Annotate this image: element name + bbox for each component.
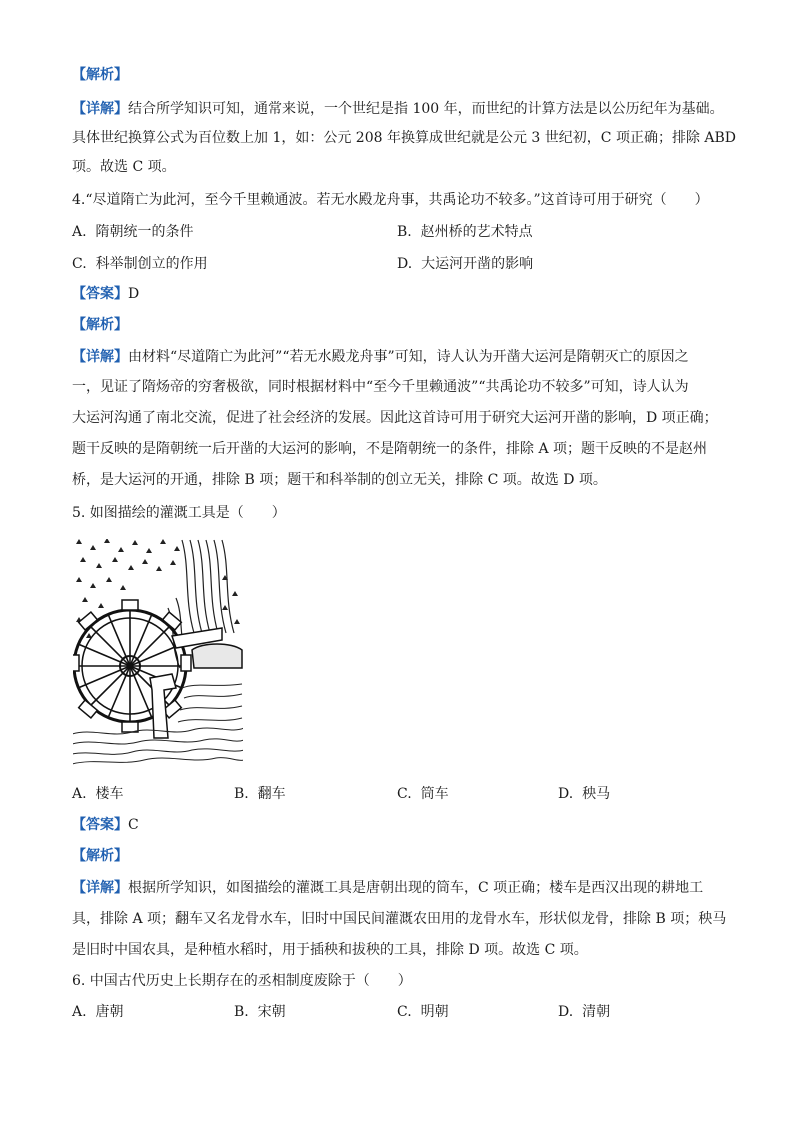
- detail-line: 具体世纪换算公式为百位数上加 1，如：公元 208 年换算成世纪就是公元 3 世纪初，C 项正确；排除 ABD: [72, 130, 737, 146]
- detail-line: 桥，是大运河的开通，排除 B 项；题干和科举制的创立无关，排除 C 项。故选 D 项。: [72, 472, 607, 488]
- q6-option-b[interactable]: B. 宋朝: [234, 1004, 286, 1020]
- analysis-tag: 【解析】: [72, 67, 128, 83]
- detail-tag: 【详解】: [72, 880, 128, 896]
- q6-option-c[interactable]: C. 明朝: [397, 1004, 449, 1020]
- analysis-tag: 【解析】: [72, 317, 128, 333]
- detail-line: 题干反映的是隋朝统一后开凿的大运河的影响，不是隋朝统一的条件，排除 A 项；题干反映的不是赵州: [72, 441, 708, 457]
- q4-option-c[interactable]: C. 科举制创立的作用: [72, 256, 208, 272]
- detail-tag: 【详解】: [72, 349, 128, 365]
- detail-line: 【详解】由材料“尽道隋亡为此河”“若无水殿龙舟事”可知，诗人认为开凿大运河是隋朝灭亡的原因之: [72, 349, 689, 365]
- q5-option-a[interactable]: A. 楼车: [72, 786, 124, 802]
- analysis-tag: 【解析】: [72, 848, 128, 864]
- q5-option-b[interactable]: B. 翻车: [234, 786, 286, 802]
- detail-line: 是旧时中国农具，是种植水稻时，用于插秧和拔秧的工具，排除 D 项。故选 C 项。: [72, 942, 588, 958]
- detail-line: 大运河沟通了南北交流，促进了社会经济的发展。因此这首诗可用于研究大运河开凿的影响，D 项正确；: [72, 410, 718, 426]
- detail-line: 【详解】根据所学知识，如图描绘的灌溉工具是唐朝出现的筒车，C 项正确；楼车是西汉出现的耕地工: [72, 880, 704, 896]
- answer-tag: 【答案】: [72, 286, 128, 302]
- q4-answer: [72, 284, 139, 304]
- q6-option-a[interactable]: A. 唐朝: [72, 1004, 124, 1020]
- detail-line: 具，排除 A 项；翻车又名龙骨水车，旧时中国民间灌溉农田用的龙骨水车，形状似龙骨，排除 B 项；秧马: [72, 911, 727, 927]
- answer-value: D: [128, 286, 140, 302]
- detail-line: 【详解】结合所学知识可知，通常来说，一个世纪是指 100 年，而世纪的计算方法是以公历纪年为基础。: [72, 101, 724, 117]
- detail-line: 一，见证了隋炀帝的穷奢极欲，同时根据材料中“至今千里赖通波”“共禹论功不较多”可知，诗人认为: [72, 379, 689, 395]
- q5-answer: [72, 815, 139, 835]
- detail-line: 项。故选 C 项。: [72, 159, 176, 175]
- question-4-stem: 4.“尽道隋亡为此河，至今千里赖通波。若无水殿龙舟事，共禹论功不较多。”这首诗可用于研究（ ）: [72, 192, 709, 208]
- question-5-stem: 5. 如图描绘的灌溉工具是（ ）: [72, 505, 286, 521]
- q4-option-d[interactable]: D. 大运河开凿的影响: [397, 256, 534, 272]
- q4-option-a[interactable]: A. 隋朝统一的条件: [72, 224, 194, 240]
- q4-option-b[interactable]: B. 赵州桥的艺术特点: [397, 224, 533, 240]
- question-6-stem: 6. 中国古代历史上长期存在的丞相制度废除于（ ）: [72, 973, 412, 989]
- detail-tag: 【详解】: [72, 101, 128, 117]
- q6-option-d[interactable]: D. 清朝: [558, 1004, 611, 1020]
- water-wheel-illustration: [72, 538, 244, 768]
- q5-option-c[interactable]: C. 筒车: [397, 786, 449, 802]
- q5-option-d[interactable]: D. 秧马: [558, 786, 611, 802]
- answer-tag: 【答案】: [72, 817, 128, 833]
- water-wheel-icon: [72, 538, 244, 768]
- answer-value: C: [128, 817, 139, 833]
